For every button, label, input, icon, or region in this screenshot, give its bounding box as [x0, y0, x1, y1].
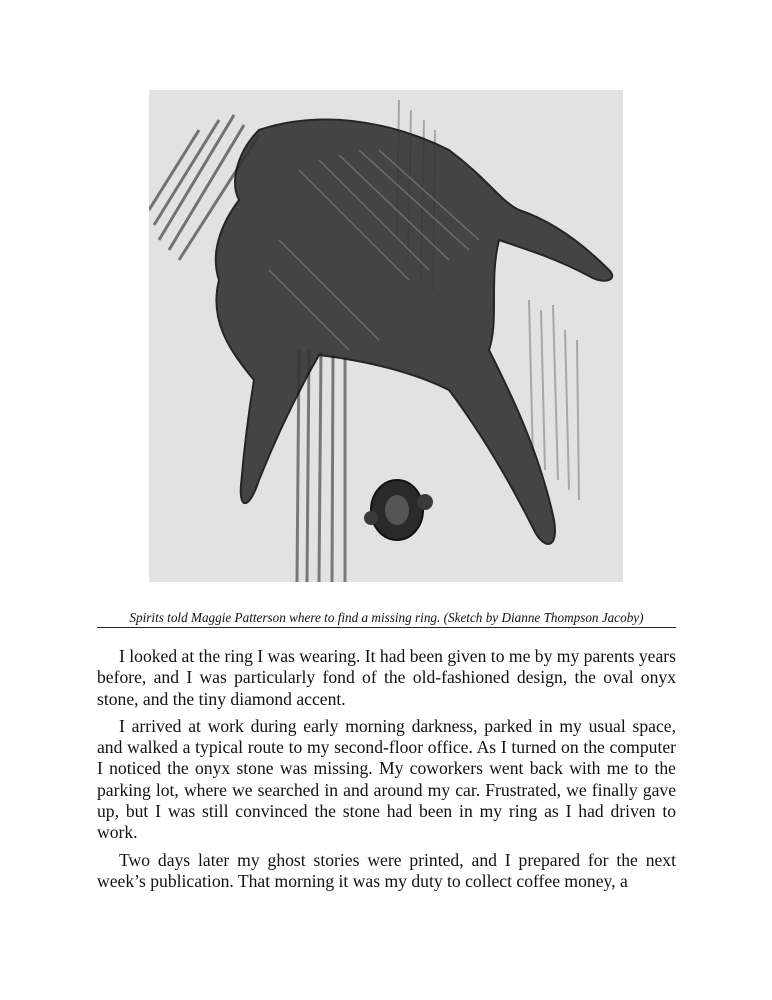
paragraph: I arrived at work during early morning darkness, parked in my usual space, and walked a typical route to my second-floor office. As I turned on the computer I noticed the onyx stone was missing. My coworkers went back with me to the parking lot, where we searched in and around my car. Frustrated, we finally gave up, but I was still convinced the stone had been in my ring as I had driven to work. — [97, 715, 676, 843]
figure-caption: Spirits told Maggie Patterson where to find a missing ring. (Sketch by Dianne Thompson Jacoby) — [97, 610, 676, 628]
hand-and-ring-sketch — [149, 90, 623, 582]
body-text — [97, 646, 676, 898]
sketch-drawing — [149, 90, 623, 582]
paragraph: Two days later my ghost stories were printed, and I prepared for the next week’s publication. That morning it was my duty to collect coffee money, a — [97, 849, 676, 891]
paragraph: I looked at the ring I was wearing. It had been given to me by my parents years before, and I was particularly fond of the old-fashioned design, the oval onyx stone, and the tiny diamond accent. — [97, 646, 676, 709]
